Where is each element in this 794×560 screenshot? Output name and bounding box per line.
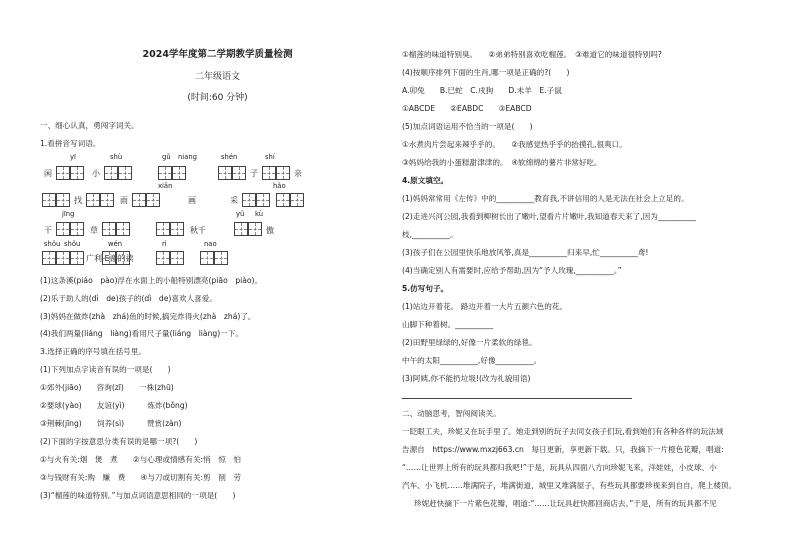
pinyin: shǒu [44, 240, 61, 248]
right-column [402, 0, 787, 560]
pinyin: niang [178, 153, 197, 161]
writing-grid[interactable] [118, 166, 132, 180]
left-column [40, 0, 395, 560]
q3-3-options: ①榴莲的味道特别臭。 ②弟弟特别喜欢吃榴莲。 ③难道它的味道很特别吗? [402, 50, 662, 59]
char: 找 [74, 196, 82, 205]
writing-grid[interactable] [56, 251, 70, 265]
q2-line-1: (1)这条溪(piáo pào)浮在水面上的小船特别漂亮(piāo piào)。 [40, 276, 263, 285]
pinyin: yǔ [236, 210, 245, 218]
q3-5-options-2: ③妈妈给我的小蛋糕甜津津的。 ④软绵绵的薯片非常好吃。 [402, 158, 602, 167]
writing-grid[interactable] [146, 193, 160, 207]
char: 亲 [294, 169, 302, 178]
writing-grid[interactable] [218, 166, 232, 180]
q3-5-options-1: ①水煮肉片尝起来辣乎乎的。 ②我感觉热乎乎的抬摸孔,很爽口。 [402, 140, 627, 149]
pinyin: shí [265, 153, 275, 161]
writing-grid[interactable] [132, 193, 146, 207]
writing-grid[interactable] [170, 222, 184, 236]
writing-grid[interactable] [276, 193, 290, 207]
passage-line-4: 汽车、小飞机……堆满院子，堆满街道，城里又堆满屋子，有些玩具都要珍视来到自自，爬上楼顶。 [402, 481, 737, 490]
pinyin: gǔ [162, 153, 171, 161]
writing-grid[interactable] [70, 251, 84, 265]
writing-grid[interactable] [256, 193, 270, 207]
section-1-heading: 一、细心认真，勇闯字词关。 [40, 121, 139, 130]
writing-grid[interactable] [200, 251, 214, 265]
writing-grid[interactable] [42, 193, 56, 207]
exam-subject: 二年级语文 [194, 72, 240, 82]
writing-grid[interactable] [104, 166, 118, 180]
q3-4-items: A.卯兔 B.巳蛇 C.戌狗 D.未羊 E.子鼠 [402, 86, 562, 95]
q3-4: (4)按顺序排列下面的生肖,哪一项是正确的?( ) [402, 68, 570, 77]
writing-grid[interactable] [102, 251, 116, 265]
writing-grid[interactable] [116, 251, 130, 265]
char: 子 [250, 169, 258, 178]
writing-grid[interactable] [158, 166, 172, 180]
answer-line[interactable] [402, 398, 632, 399]
pinyin: rì [162, 240, 167, 248]
char: 采 [230, 196, 238, 205]
writing-grid[interactable] [290, 193, 304, 207]
q3-1: (1)下列加点字读音有误的一项是( ) [40, 365, 171, 374]
section-2-heading: 二、动脑思考，智闯阅读关。 [402, 409, 501, 418]
writing-grid[interactable] [262, 166, 276, 180]
char: 画 [188, 196, 196, 205]
q5-2-example: (2)田野里绿绿的,好像一片柔软的绿毯。 [402, 338, 537, 347]
passage-line-5: 珍妮赶快摘下一片紫色花瓣，唱道:“……让玩具赶快都回商店去。”于是，所有的玩具都不见 [414, 499, 717, 508]
pinyin: hǎo [273, 182, 286, 190]
writing-grid[interactable] [172, 166, 186, 180]
writing-grid[interactable] [242, 193, 256, 207]
q5-1-answer: 山脚下种着树。__________ [402, 320, 494, 329]
writing-grid[interactable] [70, 222, 84, 236]
q3-3: (3)“榴莲的味道特别。”与加点词语意思相同的一项是( ) [40, 491, 236, 500]
writing-grid[interactable] [156, 222, 170, 236]
writing-grid[interactable] [276, 166, 290, 180]
pinyin: jīng [62, 210, 75, 218]
writing-grid[interactable] [56, 222, 70, 236]
q3-1-option-a: ①郊外(jiāo) 咨询(zī) 一株(zhū) [40, 383, 174, 392]
char: 雨 [120, 196, 128, 205]
q4-4: (4)当确定别人有需要时,应给予帮助,因为“予人玫瑰,__________。” [402, 266, 622, 275]
char: 秋千 [190, 226, 206, 235]
q3-1-option-c: ③荆棘(jīng) 饲养(sì) 赞赏(zàn) [40, 419, 182, 428]
writing-grid[interactable] [42, 251, 56, 265]
writing-grid[interactable] [232, 166, 246, 180]
writing-grid[interactable] [214, 251, 228, 265]
pinyin: shǒu [64, 240, 81, 248]
q5-1-example: (1)站边开着花。 路边开着一大片五颜六色的花。 [402, 302, 568, 311]
q3-1-option-b: ②要球(yào) 友谊(yì) 炼炸(bǒng) [40, 401, 188, 410]
pinyin: kù [255, 210, 264, 218]
writing-grid[interactable] [70, 166, 84, 180]
row-4-text: 广利 E谢的读 [86, 254, 134, 263]
writing-grid[interactable] [234, 222, 248, 236]
passage-line-1: 一眨眼工夫，珍妮又在玩手里了。她走到别的玩子去同女孩子们玩,看到她们有各种各样的玩法域 [402, 427, 724, 436]
writing-grid[interactable] [100, 193, 114, 207]
pinyin: shén [221, 153, 238, 161]
char: 草 [90, 226, 98, 235]
q4-2-cont: 枝,__________。 [402, 230, 458, 239]
writing-grid[interactable] [116, 222, 130, 236]
q2-line-4: (4)我们两量(liáng liàng)看用尺子量(liáng liàng)一下。 [40, 329, 243, 338]
pinyin: xiǎn [158, 182, 173, 190]
char: 傲 [266, 226, 274, 235]
q5-3: (3)阿姨,你不能扔垃圾!(改为礼貌用语) [402, 374, 531, 383]
question-5-heading: 5.仿写句子。 [402, 284, 449, 293]
q4-3: (3)孩子们在公园里快乐地放风筝,真是__________归来早,忙__________鸢! [402, 248, 649, 257]
writing-grid[interactable] [102, 222, 116, 236]
writing-grid[interactable] [248, 222, 262, 236]
pinyin: wén [108, 240, 123, 248]
pinyin: yī [70, 153, 76, 161]
exam-title: 2024学年度第二学期教学质量检测 [142, 49, 293, 60]
char: 干 [44, 226, 52, 235]
q3-5: (5)加点词语运用不恰当的一项是( ) [402, 122, 533, 131]
writing-grid[interactable] [156, 251, 170, 265]
question-4-heading: 4.原文填空。 [402, 176, 449, 185]
q2-line-2: (2)乐于助人的(dì de)孩子的(dì de)喜欢人喜爱。 [40, 294, 217, 303]
q3-2-options-1: ①与火有关:烟 煲 煮 ②与心理或情感有关:悄 惊 怕 [40, 455, 241, 464]
pinyin: shù [110, 153, 123, 161]
writing-grid[interactable] [56, 193, 70, 207]
q4-2: (2)走进兴河公园,我看到柳树长出了嫩叶,望看片片嫩叶,我知道春天来了,因为__________ [402, 212, 696, 221]
q2-line-3: (3)妈妈在做炸(zhà zhá)鱼的时候,搞完炸得火(zhà zhá)了。 [40, 312, 256, 321]
q3-4-options: ①ABCDE ②EABDC ③EABCD [402, 104, 532, 113]
writing-grid[interactable] [56, 166, 70, 180]
passage-line-2: 告源自 https://www.mxzj663.cn 每日更新，享更新下载。只，我摘下一片橙色花瓣，唱道: [402, 445, 724, 454]
question-1-heading: 1.看拼音写词语。 [40, 139, 101, 148]
char: 闲 [44, 169, 52, 178]
q3-2-options-2: ③与钱财有关:购 赚 费 ④与刀或切割有关:剪 削 劳 [40, 473, 241, 482]
question-3-heading: 3.选择正确的序号填在括号里。 [40, 347, 146, 356]
exam-time: (时间:60 分钟) [187, 93, 248, 103]
char: 小 [92, 169, 100, 178]
passage-line-3: “……让世界上所有的玩具都归我吧!”于是，玩具从四面八方向珍妮飞来，洋娃娃，小皮球、小 [402, 463, 717, 472]
writing-grid[interactable] [170, 251, 184, 265]
q3-2: (2)下面的字按意思分类有误的是哪一项?( ) [40, 437, 198, 446]
q4-1: (1)妈妈常常用《左传》中的__________教育我,不讲信用的人是无法在社会上立足的。 [402, 194, 689, 203]
writing-grid[interactable] [86, 193, 100, 207]
q5-2-answer: 中午的太阳__________,好像__________。 [402, 356, 542, 365]
pinyin: nao [204, 240, 217, 248]
